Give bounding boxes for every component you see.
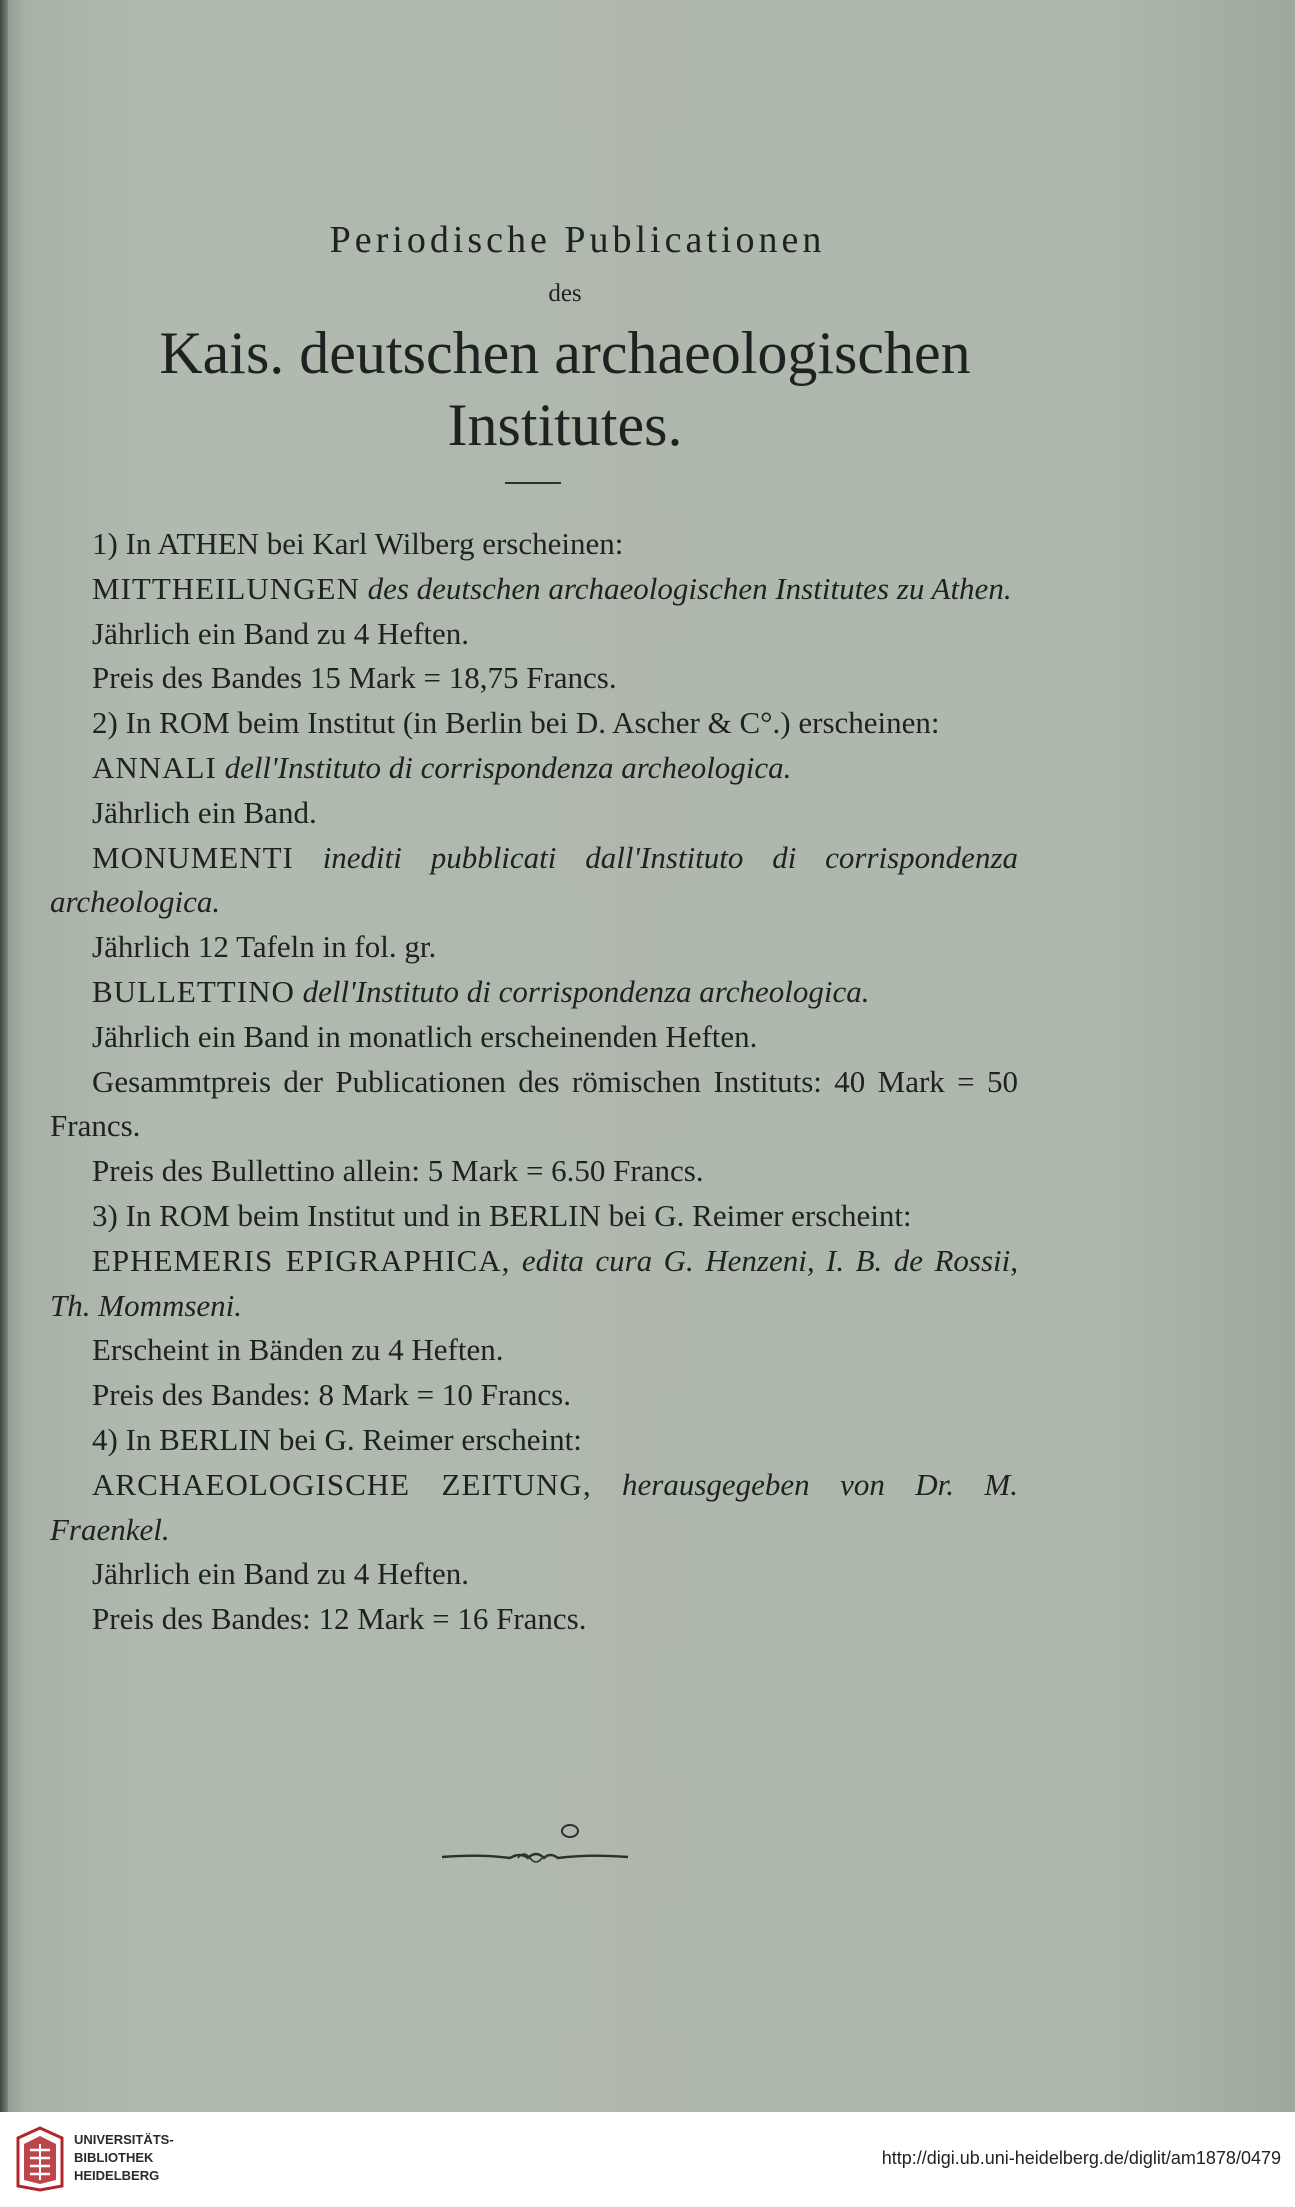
ornament-flourish-icon (440, 1822, 630, 1872)
athen-pub-name: MITTHEILUNGEN (92, 570, 360, 606)
athen-frequency: Jährlich ein Band zu 4 Heften. (92, 615, 470, 651)
zeitung-name: ARCHAEOLOGISCHE ZEITUNG, (92, 1466, 592, 1502)
zeitung-frequency: Jährlich ein Band zu 4 Heften. (92, 1556, 470, 1592)
annali-frequency: Jährlich ein Band. (92, 794, 317, 830)
ephemeris-publication (50, 1239, 1018, 1329)
monumenti-publication (50, 836, 1018, 926)
ephemeris-price: Preis des Bandes: 8 Mark = 10 Francs. (92, 1377, 571, 1413)
bullettino-name: BULLETTINO (92, 973, 295, 1009)
rom-berlin-intro: 3) In ROM beim Institut und in BERLIN bei G. Reimer erscheint: (92, 1197, 912, 1233)
title-line-institute-name: Kais. deutschen archaeologischen (159, 320, 971, 386)
zeitung-publication (50, 1463, 1018, 1553)
annali-name: ANNALI (92, 749, 217, 785)
title-line-institutes: Institutes. (447, 392, 683, 458)
library-name-line1: UNIVERSITÄTS- (74, 2132, 174, 2147)
source-url-link[interactable]: http://digi.ub.uni-heidelberg.de/diglit/am1878/0479 (881, 2148, 1281, 2168)
annali-desc: dell'Instituto di corrispondenza archeologica. (224, 749, 792, 785)
bullettino-publication (50, 970, 1018, 1015)
athen-publication (50, 567, 1018, 612)
title-divider (505, 482, 561, 484)
zeitung-price: Preis des Bandes: 12 Mark = 16 Francs. (92, 1601, 587, 1637)
ephemeris-frequency: Erscheint in Bänden zu 4 Heften. (92, 1332, 504, 1368)
monumenti-frequency: Jährlich 12 Tafeln in fol. gr. (92, 929, 437, 965)
library-name-line2: BIBLIOTHEK (74, 2150, 154, 2165)
monumenti-name: MONUMENTI (92, 839, 294, 875)
publication-list (50, 522, 1018, 1642)
berlin-intro: 4) In BERLIN bei G. Reimer erscheint: (92, 1421, 582, 1457)
annali-publication (50, 746, 1018, 791)
athen-pub-desc: des deutschen archaeologischen Institutes zu Athen. (367, 570, 1012, 606)
library-logo-icon (14, 2126, 66, 2192)
ephemeris-desc: edita cura G. Henzeni, I. B. de Rossii, Th. Mommseni. (50, 1242, 1018, 1323)
rom-total-price: Gesammtpreis der Publicationen des römischen Instituts: 40 Mark = 50 Francs. (50, 1063, 1018, 1144)
library-name-line3: HEIDELBERG (74, 2168, 160, 2183)
page-binding-edge (0, 0, 8, 2112)
athen-price: Preis des Bandes 15 Mark = 18,75 Francs. (92, 660, 617, 696)
title-line-periodische: Periodische Publicationen (329, 219, 826, 261)
bullettino-desc: dell'Instituto di corrispondenza archeologica. (302, 973, 870, 1009)
bullettino-price: Preis des Bullettino allein: 5 Mark = 6.50 Francs. (92, 1153, 704, 1189)
rom-intro: 2) In ROM beim Institut (in Berlin bei D. Ascher & C°.) erscheinen: (92, 705, 940, 741)
title-line-des: des (548, 280, 582, 307)
athen-intro: 1) In ATHEN bei Karl Wilberg erscheinen: (92, 526, 624, 561)
zeitung-desc: herausgegeben von Dr. M. Fraenkel. (50, 1466, 1019, 1547)
library-name (74, 2131, 174, 2185)
bullettino-frequency: Jährlich ein Band in monatlich erscheinenden Heften. (92, 1018, 758, 1054)
ephemeris-name: EPHEMERIS EPIGRAPHICA, (92, 1242, 511, 1278)
monumenti-desc: inediti pubblicati dall'Instituto di corrispondenza archeologica. (50, 839, 1019, 920)
